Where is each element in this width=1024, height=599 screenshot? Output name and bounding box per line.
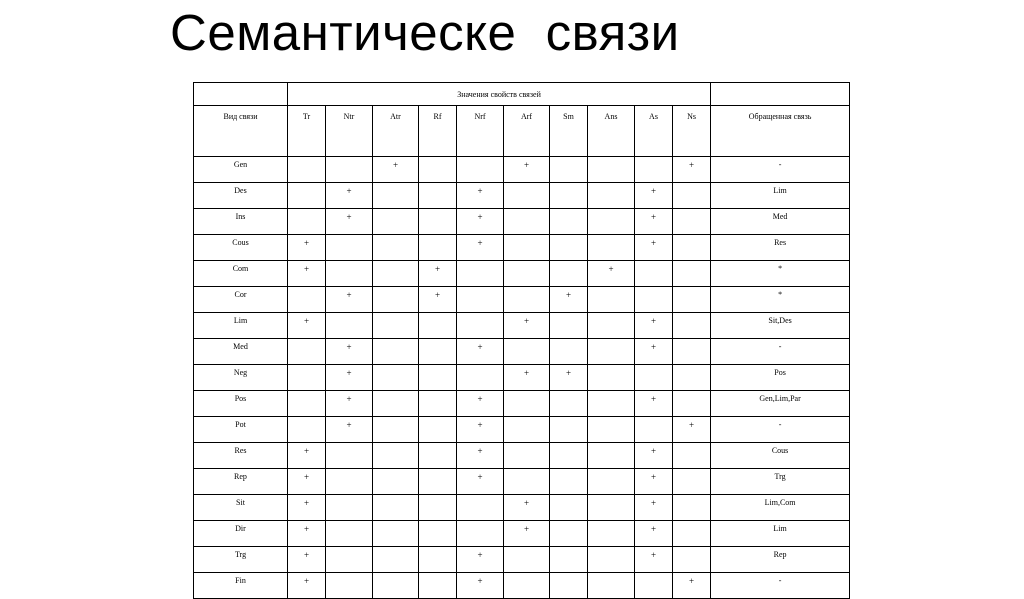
property-mark-cell: [673, 235, 711, 261]
property-mark-cell: [326, 521, 373, 547]
property-mark-cell: [635, 157, 673, 183]
property-mark-cell: +: [326, 287, 373, 313]
property-mark-cell: [588, 287, 635, 313]
property-mark-cell: +: [326, 209, 373, 235]
property-mark-cell: [419, 417, 457, 443]
header-prop: Atr: [373, 106, 419, 157]
relation-type-cell: Des: [194, 183, 288, 209]
property-mark-cell: [504, 391, 550, 417]
property-mark-cell: [673, 521, 711, 547]
header-prop: As: [635, 106, 673, 157]
inverse-relation-cell: Trg: [711, 469, 850, 495]
property-mark-cell: [550, 443, 588, 469]
property-mark-cell: [288, 209, 326, 235]
property-mark-cell: [588, 443, 635, 469]
inverse-relation-cell: -: [711, 573, 850, 599]
property-mark-cell: +: [288, 547, 326, 573]
header-prop: Arf: [504, 106, 550, 157]
property-mark-cell: [504, 547, 550, 573]
property-mark-cell: +: [673, 573, 711, 599]
property-mark-cell: [550, 183, 588, 209]
property-mark-cell: [550, 573, 588, 599]
property-mark-cell: +: [373, 157, 419, 183]
property-mark-cell: +: [504, 521, 550, 547]
property-mark-cell: [326, 157, 373, 183]
property-mark-cell: [673, 391, 711, 417]
property-mark-cell: [373, 547, 419, 573]
relation-type-cell: Gen: [194, 157, 288, 183]
header-prop: Sm: [550, 106, 588, 157]
property-mark-cell: [419, 157, 457, 183]
property-mark-cell: [373, 573, 419, 599]
property-mark-cell: [373, 521, 419, 547]
table-row: [194, 365, 850, 391]
property-mark-cell: [550, 417, 588, 443]
property-mark-cell: [419, 573, 457, 599]
header-prop: Ns: [673, 106, 711, 157]
inverse-relation-cell: Lim,Com: [711, 495, 850, 521]
table-row: [194, 261, 850, 287]
property-mark-cell: [326, 469, 373, 495]
property-mark-cell: [588, 209, 635, 235]
property-mark-cell: [588, 495, 635, 521]
property-mark-cell: +: [326, 391, 373, 417]
property-mark-cell: +: [288, 495, 326, 521]
table-row: [194, 547, 850, 573]
property-mark-cell: [673, 313, 711, 339]
property-mark-cell: [419, 443, 457, 469]
property-mark-cell: [373, 495, 419, 521]
property-mark-cell: [550, 495, 588, 521]
table-row: [194, 157, 850, 183]
inverse-relation-cell: Lim: [711, 183, 850, 209]
inverse-relation-cell: Sit,Des: [711, 313, 850, 339]
property-mark-cell: +: [635, 521, 673, 547]
property-mark-cell: [373, 287, 419, 313]
property-mark-cell: [288, 417, 326, 443]
inverse-relation-cell: -: [711, 417, 850, 443]
property-mark-cell: [635, 573, 673, 599]
table-row: [194, 469, 850, 495]
property-mark-cell: [635, 365, 673, 391]
property-mark-cell: [419, 313, 457, 339]
property-mark-cell: [457, 495, 504, 521]
property-mark-cell: [326, 443, 373, 469]
property-mark-cell: [550, 391, 588, 417]
property-mark-cell: [373, 339, 419, 365]
table-row: [194, 209, 850, 235]
relation-type-cell: Cous: [194, 235, 288, 261]
inverse-relation-cell: Lim: [711, 521, 850, 547]
property-mark-cell: [288, 365, 326, 391]
property-mark-cell: [504, 417, 550, 443]
property-mark-cell: [504, 209, 550, 235]
property-mark-cell: +: [288, 521, 326, 547]
property-mark-cell: [419, 209, 457, 235]
property-mark-cell: +: [457, 183, 504, 209]
property-mark-cell: +: [457, 573, 504, 599]
header-prop: Nrf: [457, 106, 504, 157]
relation-type-cell: Fin: [194, 573, 288, 599]
property-mark-cell: [457, 521, 504, 547]
property-mark-cell: +: [326, 365, 373, 391]
property-mark-cell: [457, 365, 504, 391]
property-mark-cell: [588, 547, 635, 573]
property-mark-cell: [288, 287, 326, 313]
property-mark-cell: +: [288, 261, 326, 287]
property-mark-cell: [673, 209, 711, 235]
property-mark-cell: [419, 365, 457, 391]
property-mark-cell: [457, 287, 504, 313]
relation-type-cell: Rep: [194, 469, 288, 495]
property-mark-cell: +: [673, 417, 711, 443]
relation-type-cell: Trg: [194, 547, 288, 573]
header-prop: Ntr: [326, 106, 373, 157]
property-mark-cell: [550, 521, 588, 547]
property-mark-cell: [419, 547, 457, 573]
property-mark-cell: [457, 313, 504, 339]
property-mark-cell: +: [504, 313, 550, 339]
property-mark-cell: +: [635, 469, 673, 495]
property-mark-cell: [326, 547, 373, 573]
property-mark-cell: [457, 157, 504, 183]
corner-cell: [194, 83, 288, 106]
property-mark-cell: +: [457, 235, 504, 261]
property-mark-cell: +: [550, 287, 588, 313]
property-mark-cell: [673, 495, 711, 521]
property-mark-cell: [504, 339, 550, 365]
inverse-relation-cell: -: [711, 339, 850, 365]
header-inverse: Обращенная связь: [711, 106, 850, 157]
property-mark-cell: [635, 287, 673, 313]
property-mark-cell: [326, 573, 373, 599]
header-prop: Tr: [288, 106, 326, 157]
property-mark-cell: [373, 391, 419, 417]
property-mark-cell: [504, 261, 550, 287]
property-mark-cell: [419, 391, 457, 417]
inverse-relation-cell: Cous: [711, 443, 850, 469]
property-mark-cell: +: [326, 417, 373, 443]
property-mark-cell: +: [504, 495, 550, 521]
property-mark-cell: [550, 157, 588, 183]
table-body: [194, 157, 850, 599]
property-mark-cell: [504, 469, 550, 495]
relation-type-cell: Pot: [194, 417, 288, 443]
property-mark-cell: [673, 469, 711, 495]
property-mark-cell: +: [635, 339, 673, 365]
relation-type-cell: Pos: [194, 391, 288, 417]
property-mark-cell: +: [326, 339, 373, 365]
property-mark-cell: +: [504, 157, 550, 183]
property-mark-cell: +: [326, 183, 373, 209]
property-mark-cell: [588, 391, 635, 417]
property-mark-cell: [673, 339, 711, 365]
property-mark-cell: [504, 235, 550, 261]
corner-cell-right: [711, 83, 850, 106]
header-type: Вид связи: [194, 106, 288, 157]
table-row: [194, 183, 850, 209]
property-mark-cell: [373, 183, 419, 209]
property-mark-cell: [588, 235, 635, 261]
property-mark-cell: [588, 521, 635, 547]
relation-type-cell: Dir: [194, 521, 288, 547]
header-prop: Rf: [419, 106, 457, 157]
property-mark-cell: +: [457, 547, 504, 573]
property-mark-cell: [326, 495, 373, 521]
table-row: [194, 443, 850, 469]
property-mark-cell: [288, 391, 326, 417]
relation-type-cell: Ins: [194, 209, 288, 235]
property-mark-cell: [588, 313, 635, 339]
property-mark-cell: +: [635, 547, 673, 573]
relation-type-cell: Cor: [194, 287, 288, 313]
property-mark-cell: +: [635, 209, 673, 235]
property-mark-cell: +: [457, 339, 504, 365]
property-mark-cell: [588, 157, 635, 183]
property-mark-cell: [673, 287, 711, 313]
inverse-relation-cell: *: [711, 261, 850, 287]
property-mark-cell: +: [419, 261, 457, 287]
property-mark-cell: [588, 469, 635, 495]
table-row: [194, 495, 850, 521]
property-mark-cell: [326, 235, 373, 261]
property-mark-cell: [550, 261, 588, 287]
property-mark-cell: [550, 469, 588, 495]
property-mark-cell: [588, 573, 635, 599]
property-mark-cell: [373, 443, 419, 469]
inverse-relation-cell: Gen,Lim,Par: [711, 391, 850, 417]
property-mark-cell: +: [288, 313, 326, 339]
property-mark-cell: [673, 365, 711, 391]
semantic-relations-table: [193, 82, 850, 599]
property-mark-cell: +: [635, 443, 673, 469]
property-mark-cell: +: [550, 365, 588, 391]
property-mark-cell: [588, 365, 635, 391]
property-mark-cell: +: [288, 235, 326, 261]
property-mark-cell: [326, 261, 373, 287]
property-mark-cell: +: [419, 287, 457, 313]
property-mark-cell: [373, 469, 419, 495]
inverse-relation-cell: Res: [711, 235, 850, 261]
property-mark-cell: [673, 261, 711, 287]
property-mark-cell: [373, 417, 419, 443]
inverse-relation-cell: Rep: [711, 547, 850, 573]
property-mark-cell: +: [457, 443, 504, 469]
inverse-relation-cell: -: [711, 157, 850, 183]
property-mark-cell: +: [288, 469, 326, 495]
property-mark-cell: [326, 313, 373, 339]
property-mark-cell: [373, 365, 419, 391]
property-mark-cell: [288, 339, 326, 365]
property-mark-cell: [373, 261, 419, 287]
property-mark-cell: [550, 547, 588, 573]
property-mark-cell: +: [635, 391, 673, 417]
group-header: Значения свойств связей: [288, 83, 711, 106]
property-mark-cell: +: [288, 573, 326, 599]
relation-type-cell: Com: [194, 261, 288, 287]
inverse-relation-cell: Med: [711, 209, 850, 235]
header-prop: Ans: [588, 106, 635, 157]
property-mark-cell: [419, 235, 457, 261]
property-mark-cell: +: [635, 235, 673, 261]
property-mark-cell: [457, 261, 504, 287]
property-mark-cell: [504, 573, 550, 599]
table-row: [194, 235, 850, 261]
relation-type-cell: Med: [194, 339, 288, 365]
property-mark-cell: [588, 339, 635, 365]
property-mark-cell: [373, 209, 419, 235]
inverse-relation-cell: Pos: [711, 365, 850, 391]
property-mark-cell: +: [504, 365, 550, 391]
property-mark-cell: [550, 313, 588, 339]
property-mark-cell: [288, 157, 326, 183]
property-mark-cell: +: [457, 209, 504, 235]
table-row: [194, 287, 850, 313]
table-row: [194, 521, 850, 547]
property-mark-cell: [373, 313, 419, 339]
inverse-relation-cell: *: [711, 287, 850, 313]
property-mark-cell: [504, 443, 550, 469]
property-mark-cell: +: [673, 157, 711, 183]
property-mark-cell: [550, 339, 588, 365]
property-mark-cell: +: [457, 469, 504, 495]
property-mark-cell: [673, 183, 711, 209]
property-mark-cell: [419, 469, 457, 495]
table-row: [194, 313, 850, 339]
property-mark-cell: [419, 521, 457, 547]
property-mark-cell: [504, 183, 550, 209]
table-row: [194, 573, 850, 599]
property-mark-cell: [550, 235, 588, 261]
slide-title: Семантическе связи: [170, 4, 680, 61]
relation-type-cell: Lim: [194, 313, 288, 339]
property-mark-cell: +: [457, 391, 504, 417]
property-mark-cell: +: [635, 495, 673, 521]
property-mark-cell: [288, 183, 326, 209]
relation-type-cell: Res: [194, 443, 288, 469]
property-mark-cell: [588, 417, 635, 443]
property-mark-cell: [504, 287, 550, 313]
property-mark-cell: +: [635, 183, 673, 209]
relation-type-cell: Neg: [194, 365, 288, 391]
property-mark-cell: +: [635, 313, 673, 339]
property-mark-cell: [635, 417, 673, 443]
property-mark-cell: [550, 209, 588, 235]
table-row: [194, 391, 850, 417]
property-mark-cell: +: [457, 417, 504, 443]
property-mark-cell: [588, 183, 635, 209]
property-mark-cell: [419, 339, 457, 365]
property-mark-cell: [635, 261, 673, 287]
property-mark-cell: [419, 495, 457, 521]
property-mark-cell: +: [588, 261, 635, 287]
relation-type-cell: Sit: [194, 495, 288, 521]
property-mark-cell: [419, 183, 457, 209]
property-mark-cell: [673, 443, 711, 469]
table-row: [194, 339, 850, 365]
property-mark-cell: [373, 235, 419, 261]
property-mark-cell: +: [288, 443, 326, 469]
table-row: [194, 417, 850, 443]
property-mark-cell: [673, 547, 711, 573]
